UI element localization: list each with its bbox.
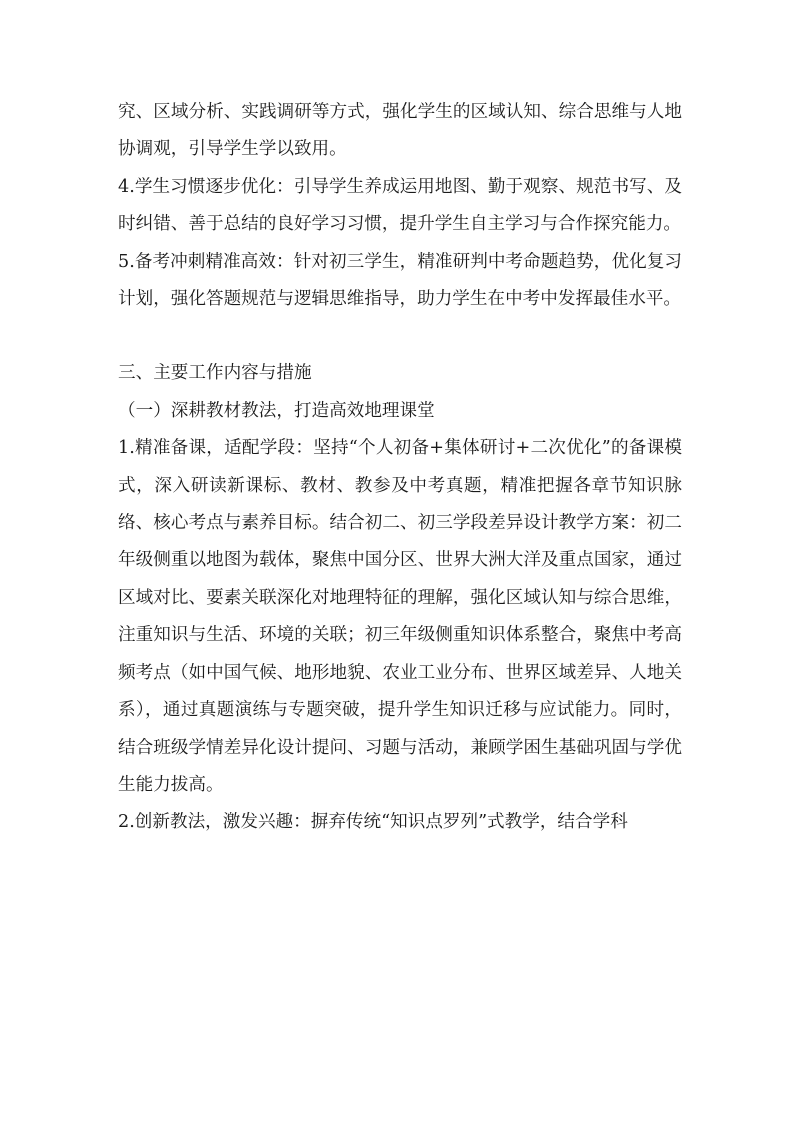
section-heading: 三、主要工作内容与措施 <box>118 363 312 384</box>
paragraph-goal-5: 5.备考冲刺精准高效：针对初三学生，精准研判中考命题趋势，优化复习计划，强化答题规范与逻辑思维指导，助力学生在中考中发挥最佳水平。 <box>118 251 682 310</box>
paragraph-continuation: 究、区域分析、实践调研等方式，强化学生的区域认知、综合思维与人地协调观，引导学生学以致用。 <box>118 102 682 160</box>
paragraph-item-1: 1.精准备课，适配学段：坚持“个人初备+集体研讨+二次优化”的备课模式，深入研读新课标、教材、教参及中考真题，精准把握各章节知识脉络、核心考点与素养目标。结合初二、初三学段差异设计教学方案：初二年级侧重以地图为载体，聚焦中国分区、世界大洲大洋及重点国家，通过区域对比、要素关联深化对地理特征的理解，强化区域认知与综合思维，注重知识与生活、环境的关联；初三年级侧重知识体系整合，聚焦中考高频考点（如中国气候、地形地貌、农业工业分布、世界区域差异、人地关系），通过真题演练与专题突破，提升学生知识迁移与应试能力。同时，结合班级学情差异化设计提问、习题与活动，兼顾学困生基础巩固与学优生能力拔高。 <box>118 438 682 795</box>
subsection-heading: （一）深耕教材教法，打造高效地理课堂 <box>118 400 435 421</box>
paragraph-goal-4: 4.学生习惯逐步优化：引导学生养成运用地图、勤于观察、规范书写、及时纠错、善于总结的良好学习习惯，提升学生自主学习与合作探究能力。 <box>118 176 682 235</box>
document-page <box>118 94 682 842</box>
paragraph-item-2: 2.创新教法，激发兴趣：摒弃传统“知识点罗列”式教学，结合学科 <box>118 812 628 833</box>
section-spacer <box>118 318 682 355</box>
